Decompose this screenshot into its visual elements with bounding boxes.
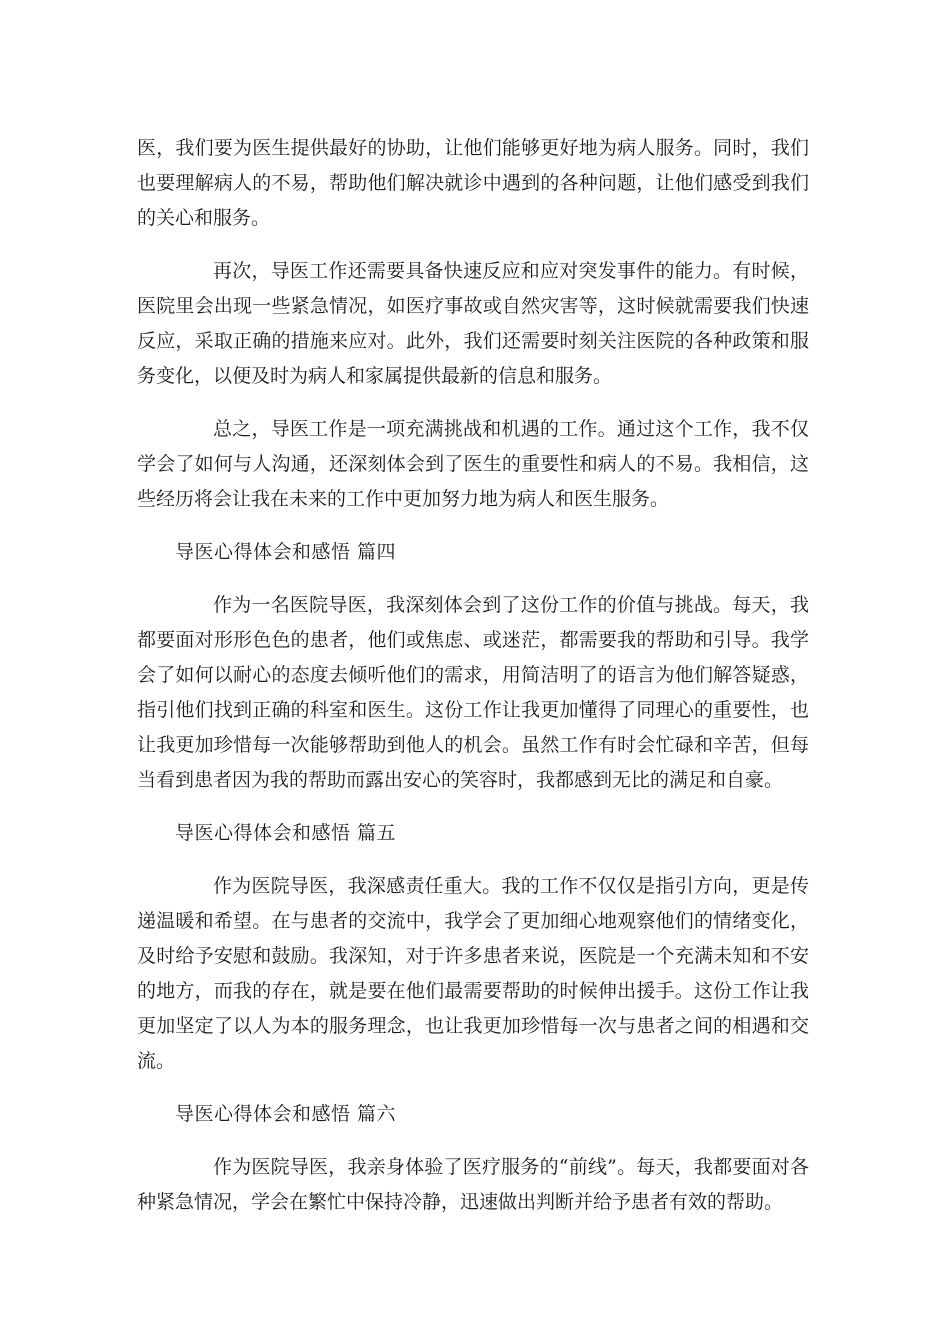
paragraph-conclusion: 总之，导医工作是一项充满挑战和机遇的工作。通过这个工作，我不仅学会了如何与人沟通，还深刻体会到了医生的重要性和病人的不易。我相信，这些经历将会让我在未来的工作中更加努力地为病人和医生服务。 (137, 418, 809, 510)
section-heading-part-four: 导医心得体会和感悟 篇四 (175, 541, 397, 563)
paragraph-continued: 医，我们要为医生提供最好的协助，让他们能够更好地为病人服务。同时，我们也要理解病人的不易，帮助他们解决就诊中遇到的各种问题，让他们感受到我们的关心和服务。 (137, 137, 809, 229)
document-body (137, 131, 809, 1238)
paragraph-rapid-response: 再次，导医工作还需要具备快速反应和应对突发事件的能力。有时候，医院里会出现一些紧急情况，如医疗事故或自然灾害等，这时候就需要我们快速反应，采取正确的措施来应对。此外，我们还需要时刻关注医院的各种政策和服务变化，以便及时为病人和家属提供最新的信息和服务。 (137, 260, 809, 387)
section-heading-part-six: 导医心得体会和感悟 篇六 (175, 1103, 397, 1125)
paragraph-part-four: 作为一名医院导医，我深刻体会到了这份工作的价值与挑战。每天，我都要面对形形色色的患者，他们或焦虑、或迷茫，都需要我的帮助和引导。我学会了如何以耐心的态度去倾听他们的需求，用简洁明了的语言为他们解答疑惑，指引他们找到正确的科室和医生。这份工作让我更加懂得了同理心的重要性，也让我更加珍惜每一次能够帮助到他人的机会。虽然工作有时会忙碌和辛苦，但每当看到患者因为我的帮助而露出安心的笑容时，我都感到无比的满足和自豪。 (137, 594, 809, 791)
paragraph-part-five: 作为医院导医，我深感责任重大。我的工作不仅仅是指引方向，更是传递温暖和希望。在与患者的交流中，我学会了更加细心地观察他们的情绪变化，及时给予安慰和鼓励。我深知，对于许多患者来说，医院是一个充满未知和不安的地方，而我的存在，就是要在他们最需要帮助的时候伸出援手。这份工作让我更加坚定了以人为本的服务理念，也让我更加珍惜每一次与患者之间的相遇和交流。 (137, 875, 809, 1072)
section-heading-part-five: 导医心得体会和感悟 篇五 (175, 822, 397, 844)
paragraph-part-six: 作为医院导医，我亲身体验了医疗服务的“前线”。每天，我都要面对各种紧急情况，学会在繁忙中保持冷静，迅速做出判断并给予患者有效的帮助。 (137, 1156, 809, 1213)
